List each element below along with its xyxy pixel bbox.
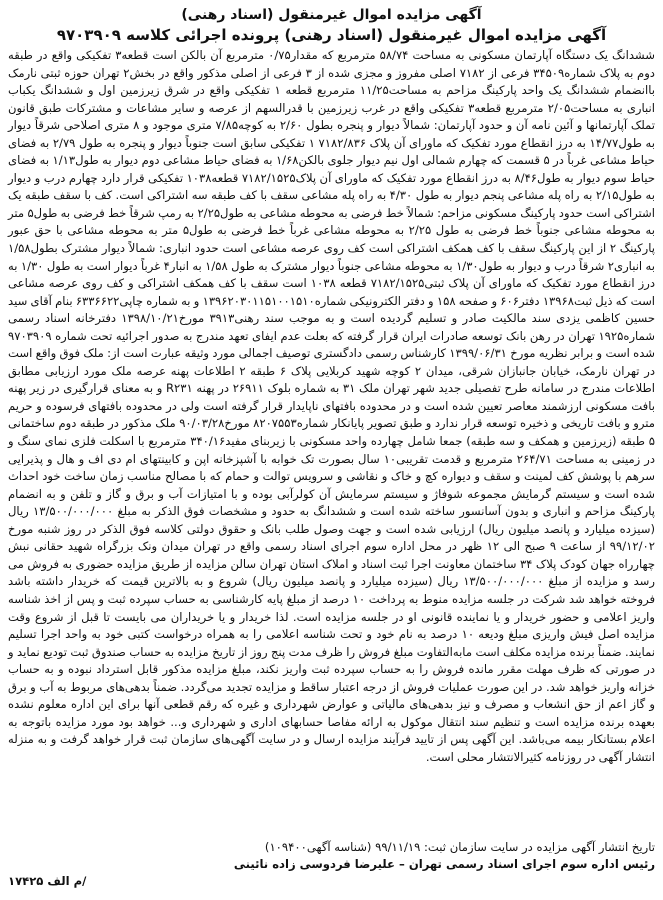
notice-body: ششدانگ یک دستگاه آپارتمان مسکونی به مساحت ۵۸/۷۴ مترمربع که مقدار۰/۷۵ مترمربع آن بالکن است قطعه۳ تفکیکی واقع در طبقه دوم به پلاک شماره۳۴۵۰۹ فرعی از ۷۱۸۲ اصلی مفروز و مجزی شده از ۳ فرعی از اصلی مذکور واقع در بخش۲ تهران حوزه ثبتی نارمک باانضمام ششدانگ یک واحد پارکینگ مزاحم به مساحت۱۱/۲۵ مترمربع قطعه ۱ تفکیکی واقع در شرق زیرزمین اول و ششدانگ یکباب انباری به مساحت۲/۰۵ مترمربع قطعه۳ تفکیکی واقع در غرب زیرزمین با قدرالسهم از عرصه و سایر مشاعات و مشترکات طبق قانون تملک آپارتمانها و آئین نامه آن و حدود آپارتمان: شمالاً دیوار و پنجره بطول ۲/۶۰ به کوچه۷/۸۵ متری موجود و ۸ متری اصلاحی شرقاً دیوار به طول۱۴/۷۷ به درز انقطاع مورد تفکیک که ماورای آن پلاک ۷۱۸۲/۸۳۶ ۱ تفکیکی سابق است جنوباً دیوار و پنجره به طول ۲/۷۹ به فضای حیاط مشاعی غرباً در ۵ قسمت که چهارم شمالی اول نیم دیوار جلوی بالکن۱/۶۸ به فضای حیاط مشاعی دوم دیوار به طول۱/۱۳ به فضای حیاط سوم دیوار به طول۸/۴۶ به درز انقطاع مورد تفکیک که ماورای آن پلاک۷۱۸۲/۱۵۲۵ قطعه۱۰۳۸ تفکیکی قرار دارد چهارم درب و دیوار به طول۲/۱۵ به راه پله مشاعی پنجم دیوار به طول ۴/۳۰ به راه پله مشاعی سقف با کف طبقه سه اشتراکی است. کف با سقف طبقه یک اشتراکی است حدود پارکینگ مسکونی مزاحم: شمالاً خط فرضی به محوطه مشاعی به طول۲/۲۵ به رمپ شرقاً خط فرضی به طول۵ متر به محوطه مشاعی جنوباً خط فرضی به طول ۲/۲۵ به محوطه مشاعی غرباً خط فرضی به طول۵ متر به محوطه مشاعی با حق عبور پارکینگ ۲ از این پارکینگ سقف با کف همکف اشتراکی است کف روی عرصه مشاعی است حدود انباری: شمالاً دیوار مشترک بطول۱/۵۸ به انباری۲ شرقاً درب و دیوار به طول۱/۳۰ به محوطه مشاعی جنوباً دیوار مشترک به طول ۱/۵۸ به انبار۴ غرباً دیوار است به طول ۱/۳۰ به درز انقطاع مورد تفکیک که ماورای آن پلاک ثبتی۷۱۸۲/۱۵۲۵ قطعه ۱۰۳۸ است سقف با کف همکف اشتراکی و کف روی عرصه مشاعی است که ذیل ثبت۱۳۹۶۸ دفتر۶۰۶ و صفحه ۱۵۸ و دفتر الکترونیکی شماره۱۳۹۶۲۰۳۰۱۱۵۱۰۰۱۵۱۰ و به شماره چاپی۶۳۳۶۶۲۲ بنام آقای سید حسین کاظمی یزدی سند مالکیت صادر و تسلیم گردیده است و به موجب سند رهنی۳۹۱۳ مورخ۱۳۹۸/۱۰/۲۱ دفترخانه اسناد رسمی شماره۱۹۲۵ تهران در رهن بانک توسعه صادرات ایران قرار گرفته که بعلت عدم ایفای تعهد مندرج به صدور اجرائیه تحت شماره ۹۷۰۳۹۰۹ شده است و برابر نظریه مورخ ۱۳۹۹/۰۶/۳۱ کارشناس رسمی دادگستری توصیف اجمالی مورد وثیقه عبارت است از: ملک فوق واقع است در تهران نارمک، خیابان جانبازان شرقی، میدان ۲ کوچه شهید کربلایی پلاک ۶ طبقه ۲ اطلاعات پهنه عرصه ملک مورد ارزیابی مطابق اطلاعات مندرج در سامانه طرح تفصیلی جدید شهر تهران ملک ۳۱ به شماره بلوک ۲۶۹۱۱ در پهنه R۲۳۱ و به معنای قرارگیری در زیر پهنه بافت مسکونی ارزشمند معاصر تعیین شده است و در محدوده بافتهای ناپایدار قرار گرفته است ولی در محدوده بافتهای فرسوده و حریم مترو و بافت تاریخی و ذخیره توسعه قرار ندارد و طبق تصویر پایانکار شماره۸۲۰۷۵۵۳ مورخ۹۰/۰۳/۲۸ ملک مذکور در طبقه دوم ساختمانی ۵ طبقه (زیرزمین و همکف و سه طبقه) جمعا شامل چهارده واحد مسکونی با زیربنای مفید۳۴۰/۱۶ مترمربع با اسکلت فلزی نمای سنگ و در زمینی به مساحت ۲۶۴/۷۱ مترمربع و قدمت تقریبی۱۰ سال بصورت تک خوابه با آشپزخانه اپن و کابینتهای ام دی اف و هال و پذیرایی سرهم با پوشش کف لمینت و سقف و دیواره کچ و خاک و نقاشی و سرویس توالت و حمام که با مصالح مناسب زمان ساخت خود احداث شده است و سیستم گرمایش مجموعه شوفاژ و سیستم سرمایش آن کولرآبی بوده و با امتیازات آب و برق و گاز و تلفن و به انضمام پارکینگ مزاحم و انباری و بدون آسانسور ساخته شده است و ششدانگ به حدود و مشخصات فوق الذکر به مبلغ ۱۳/۵۰۰/۰۰۰/۰۰۰ ریال (سیزده میلیارد و پانصد میلیون ریال) ارزیابی شده است و جهت وصول طلب بانک و حقوق دولتی کلاسه فوق الذکر در روز شنبه مورخ ۹۹/۱۲/۰۲ از ساعت ۹ صبح الی ۱۲ ظهر در محل اداره سوم اجرای اسناد رسمی واقع در تهران میدان ونک بزرگراه شهید حقانی نبش چهارراه جهان کودک پلاک ۳۴ ساختمان معاونت اجرا ثبت اسناد و املاک استان تهران سالن مزایده از طریق مزایده حضوری به فروش می رسد و مزایده از مبلغ ۱۳/۵۰۰/۰۰۰/۰۰۰ ریال (سیزده میلیارد و پانصد میلیون ریال) شروع و به بالاترین قیمت که خریدار داشته باشد فروخته خواهد شد شرکت در جلسه مزایده منوط به پرداخت ۱۰ درصد از مبلغ پایه کارشناسی به حساب سپرده ثبت و پس از اخذ شناسه واریز اعلامی و حضور خریدار و یا نماینده قانونی او در جلسه مزایده است. لذا خریدار و یا خریداران می بایست تا قبل از شروع وقت مزایده اصل فیش واریزی مبلغ ودیعه ۱۰ درصد به نام خود و تحت شناسه اعلامی را به همراه درخواست کتبی خود به واحد اجرا تسلیم نمایند. ضمناً برنده مزایده مکلف است مابه‌التفاوت مبلغ فروش را ظرف مدت پنج روز از تاریخ مزایده به حساب صندوق ثبت تودیع نماید و در صورتی که ظرف مهلت مقرر مانده فروش را به حساب سپرده ثبت واریز نکند، مبلغ مزایده مذکور قابل استرداد نبوده و به حساب خزانه واریز خواهد شد. در این صورت عملیات فروش از درجه اعتبار ساقط و مزایده تجدید می‌گردد. ضمناً بدهی‌های مربوط به آب و برق و گاز اعم از حق انشعاب و مصرف و نیز بدهی‌های مالیاتی و عوارض شهرداری و غیره که رقم قطعی آنها برای این اداره معلوم نشده بعهده برنده مزایده است و تنظیم سند انتقال موکول به ارائه مفاصا حسابهای اداری و شهرداری و... خواهد بود مورد مزایده باتوجه به اعلام بستانکار بیمه می‌باشد. این آگهی پس از تایید فرآیند مزایده ارسال و در سایت آگهی‌های سازمان ثبت قرار خواهد گرفت و به منزله انتشار آگهی در روزنامه کثیرالانتشار محلی است. [8,48,656,764]
notice-subtitle: آگهی مزایده اموال غیرمنقول (اسناد رهنی) پرونده اجرائی کلاسه ۹۷۰۳۹۰۹ [56,26,607,44]
signature-line: رئیس اداره سوم اجرای اسناد رسمی تهران – علیرضا فردوسی زاده نائینی [233,857,655,871]
publish-date-line: تاریخ انتشار آگهی مزایده در سایت سازمان ثبت: ۹۹/۱۱/۱۹ (شناسه آگهی۱۰۹۴۰۰) [264,840,655,854]
notice-title: آگهی مزایده اموال غیرمنقول (اسناد رهنی) [181,7,482,23]
notice-footer [8,839,655,890]
auction-notice [6,6,657,892]
notice-code: م الف ۱۷۴۲۵/ [8,874,87,888]
